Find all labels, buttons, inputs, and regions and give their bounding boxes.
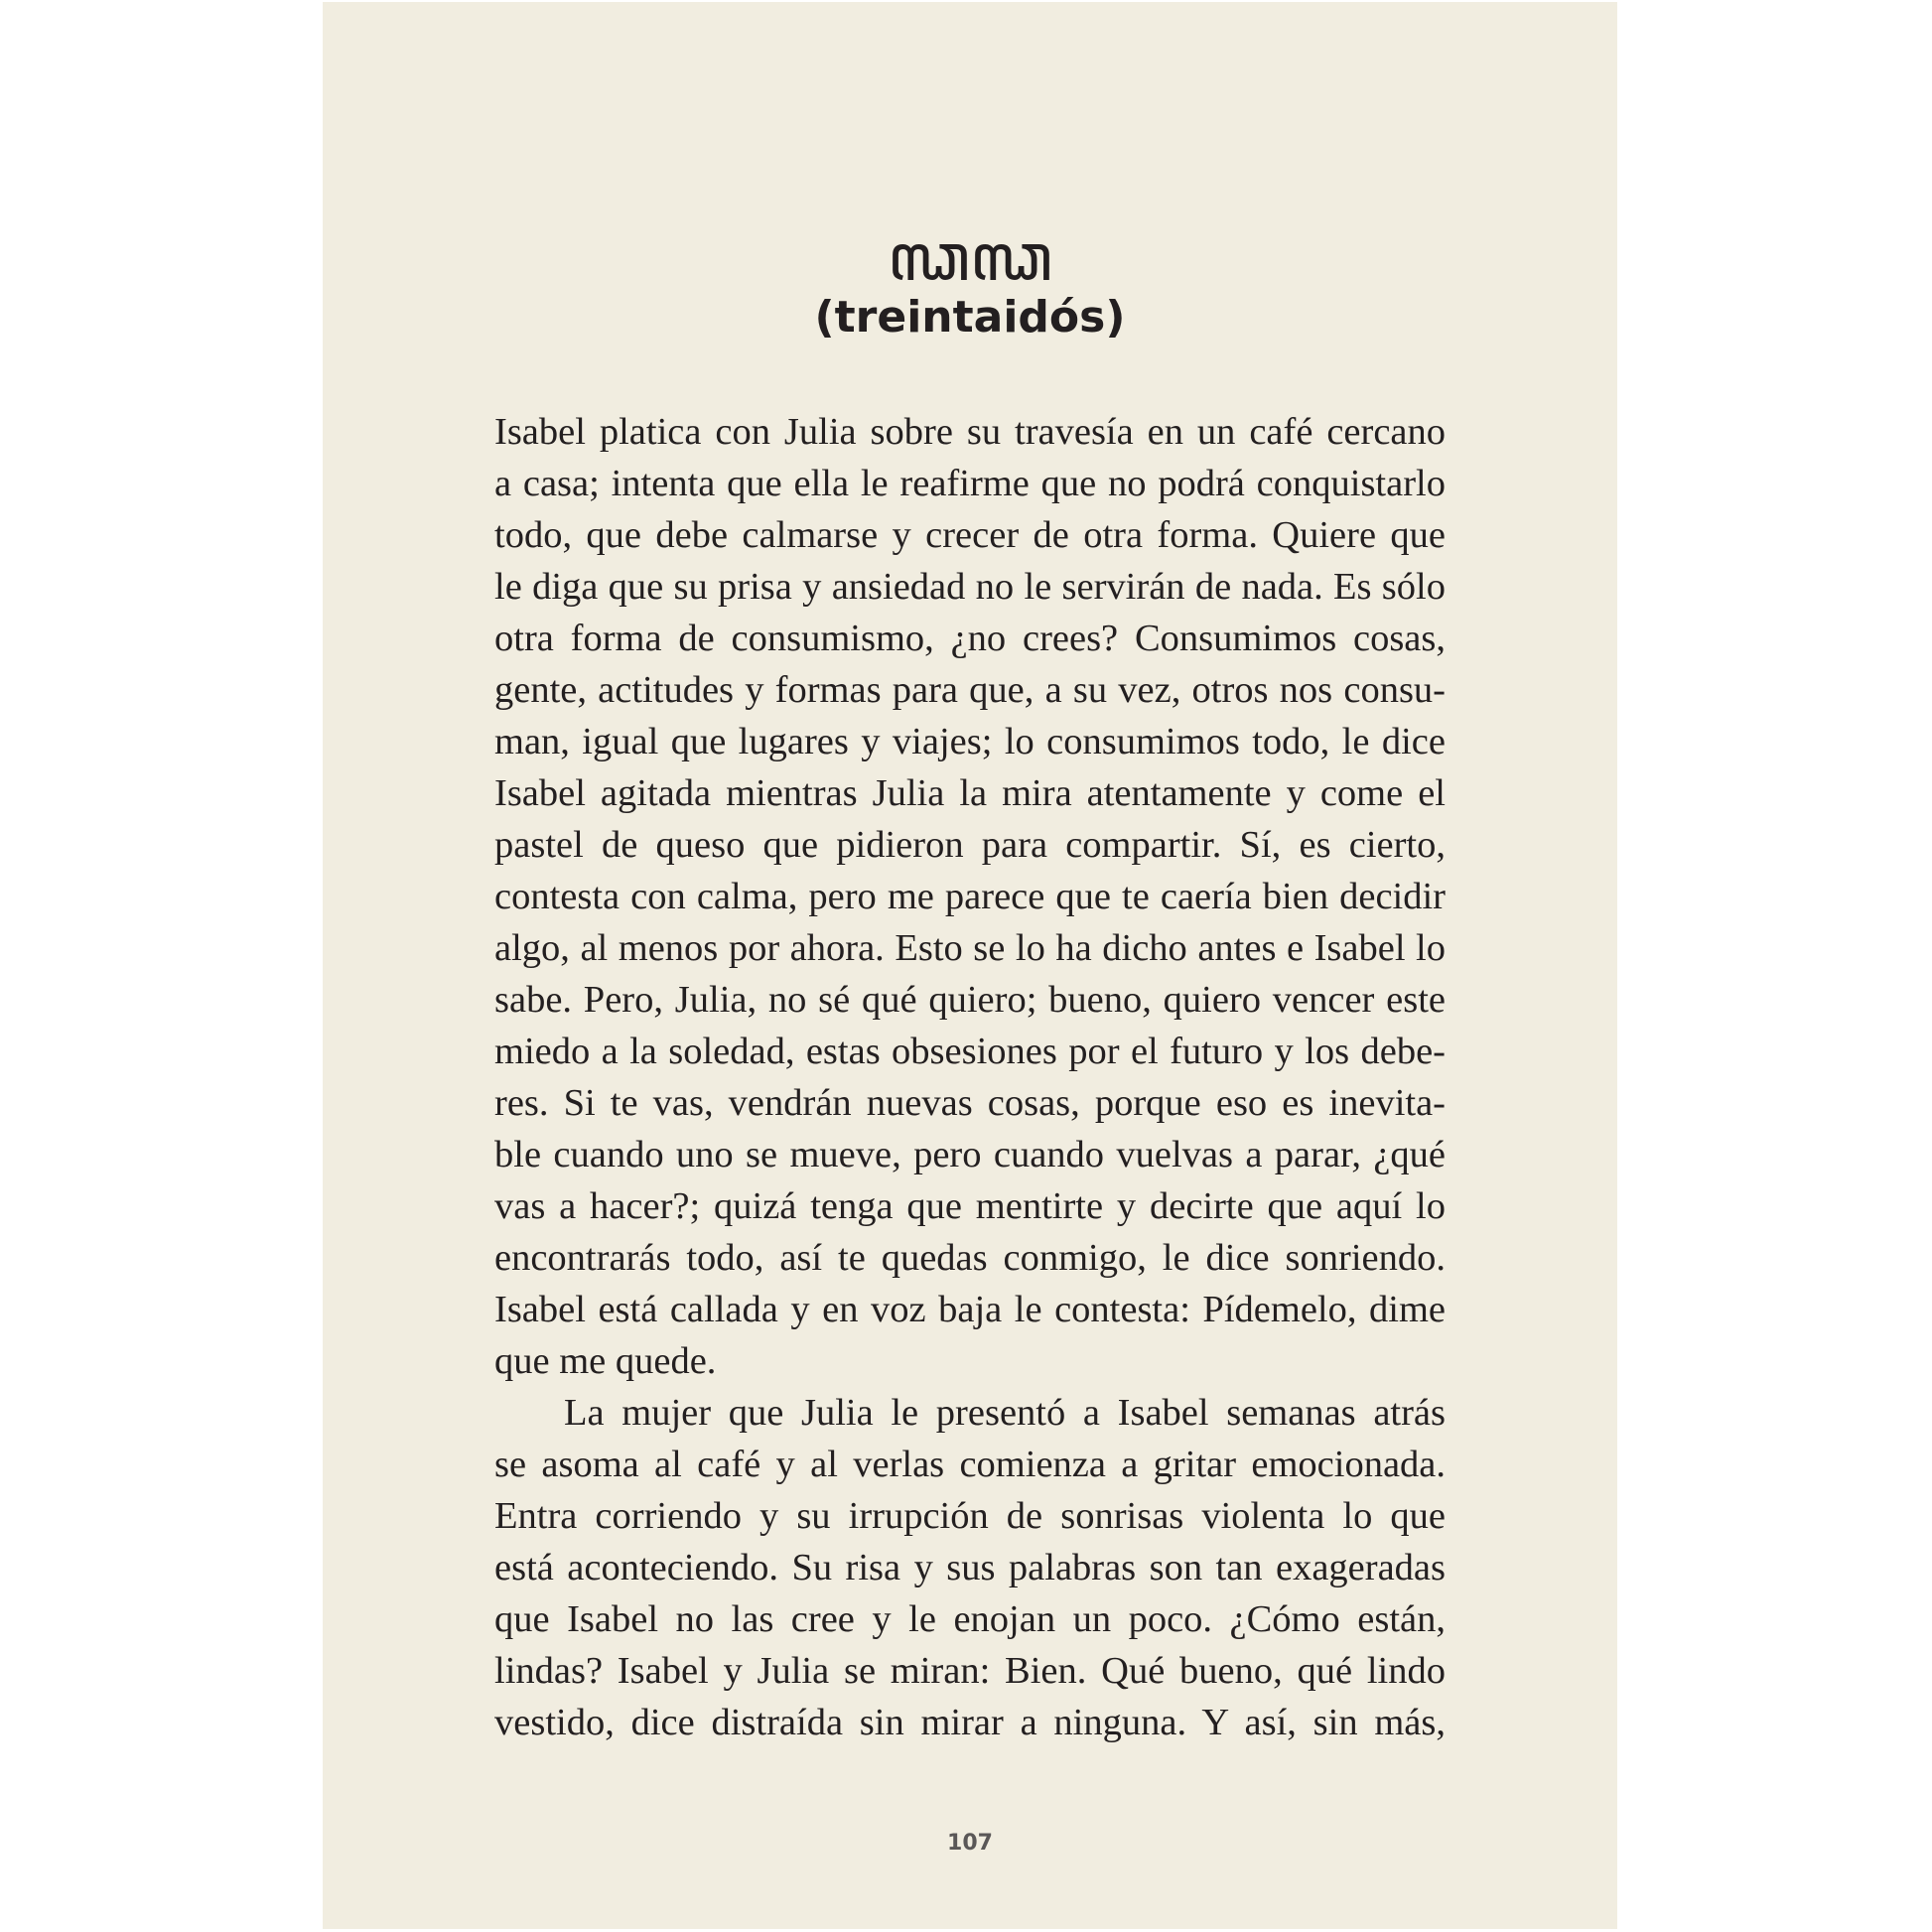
text-line: ble cuando uno se mueve, pero cuando vuelvas a parar, ¿qué: [494, 1134, 1446, 1175]
text-line: man, igual que lugares y viajes; lo consumimos todo, le dice: [494, 721, 1446, 762]
text-line: lindas? Isabel y Julia se miran: Bien. Qué bueno, qué lindo: [494, 1650, 1446, 1692]
text-line: vestido, dice distraída sin mirar a ninguna. Y así, sin más,: [494, 1702, 1446, 1743]
text-line: vas a hacer?; quizá tenga que mentirte y decirte que aquí lo: [494, 1185, 1446, 1227]
text-line: todo, que debe calmarse y crecer de otra forma. Quiere que: [494, 514, 1446, 556]
text-line: otra forma de consumismo, ¿no crees? Consumimos cosas,: [494, 618, 1446, 659]
text-line: le diga que su prisa y ansiedad no le servirán de nada. Es sólo: [494, 566, 1446, 608]
text-line: algo, al menos por ahora. Esto se lo ha dicho antes e Isabel lo: [494, 927, 1446, 969]
text-line: se asoma al café y al verlas comienza a gritar emocionada.: [494, 1444, 1446, 1485]
page-number: 107: [947, 1831, 993, 1856]
paragraph-1: [494, 406, 1446, 1387]
book-page: [323, 2, 1617, 1929]
text-line: encontrarás todo, así te quedas conmigo, le dice sonriendo.: [494, 1237, 1446, 1279]
text-line: sabe. Pero, Julia, no sé qué quiero; bueno, quiero vencer este: [494, 979, 1446, 1021]
text-line: res. Si te vas, vendrán nuevas cosas, porque eso es inevita-: [494, 1082, 1446, 1124]
text-line: Isabel platica con Julia sobre su travesía en un café cercano: [494, 411, 1446, 453]
text-line: La mujer que Julia le presentó a Isabel semanas atrás: [564, 1392, 1446, 1434]
text-line: Entra corriendo y su irrupción de sonrisas violenta lo que: [494, 1495, 1446, 1537]
text-line: miedo a la soledad, estas obsesiones por el futuro y los debe-: [494, 1031, 1446, 1072]
text-line: que me quede.: [494, 1340, 717, 1382]
chapter-title: (treintaidós): [814, 292, 1126, 343]
text-line: gente, actitudes y formas para que, a su vez, otros nos consu-: [494, 669, 1446, 711]
text-line: Isabel agitada mientras Julia la mira atentamente y come el: [494, 772, 1446, 814]
text-line: Isabel está callada y en voz baja le contesta: Pídemelo, dime: [494, 1289, 1446, 1330]
chapter-number-glyph: ꦓꦓ: [887, 219, 1053, 296]
body-text: [494, 406, 1446, 1748]
text-line: a casa; intenta que ella le reafirme que no podrá conquistarlo: [494, 463, 1446, 504]
text-line: contesta con calma, pero me parece que te caería bien decidir: [494, 876, 1446, 917]
text-line: pastel de queso que pidieron para compartir. Sí, es cierto,: [494, 824, 1446, 866]
text-line: está aconteciendo. Su risa y sus palabras son tan exageradas: [494, 1547, 1446, 1588]
text-line: que Isabel no las cree y le enojan un poco. ¿Cómo están,: [494, 1598, 1446, 1640]
paragraph-2: [494, 1387, 1446, 1748]
